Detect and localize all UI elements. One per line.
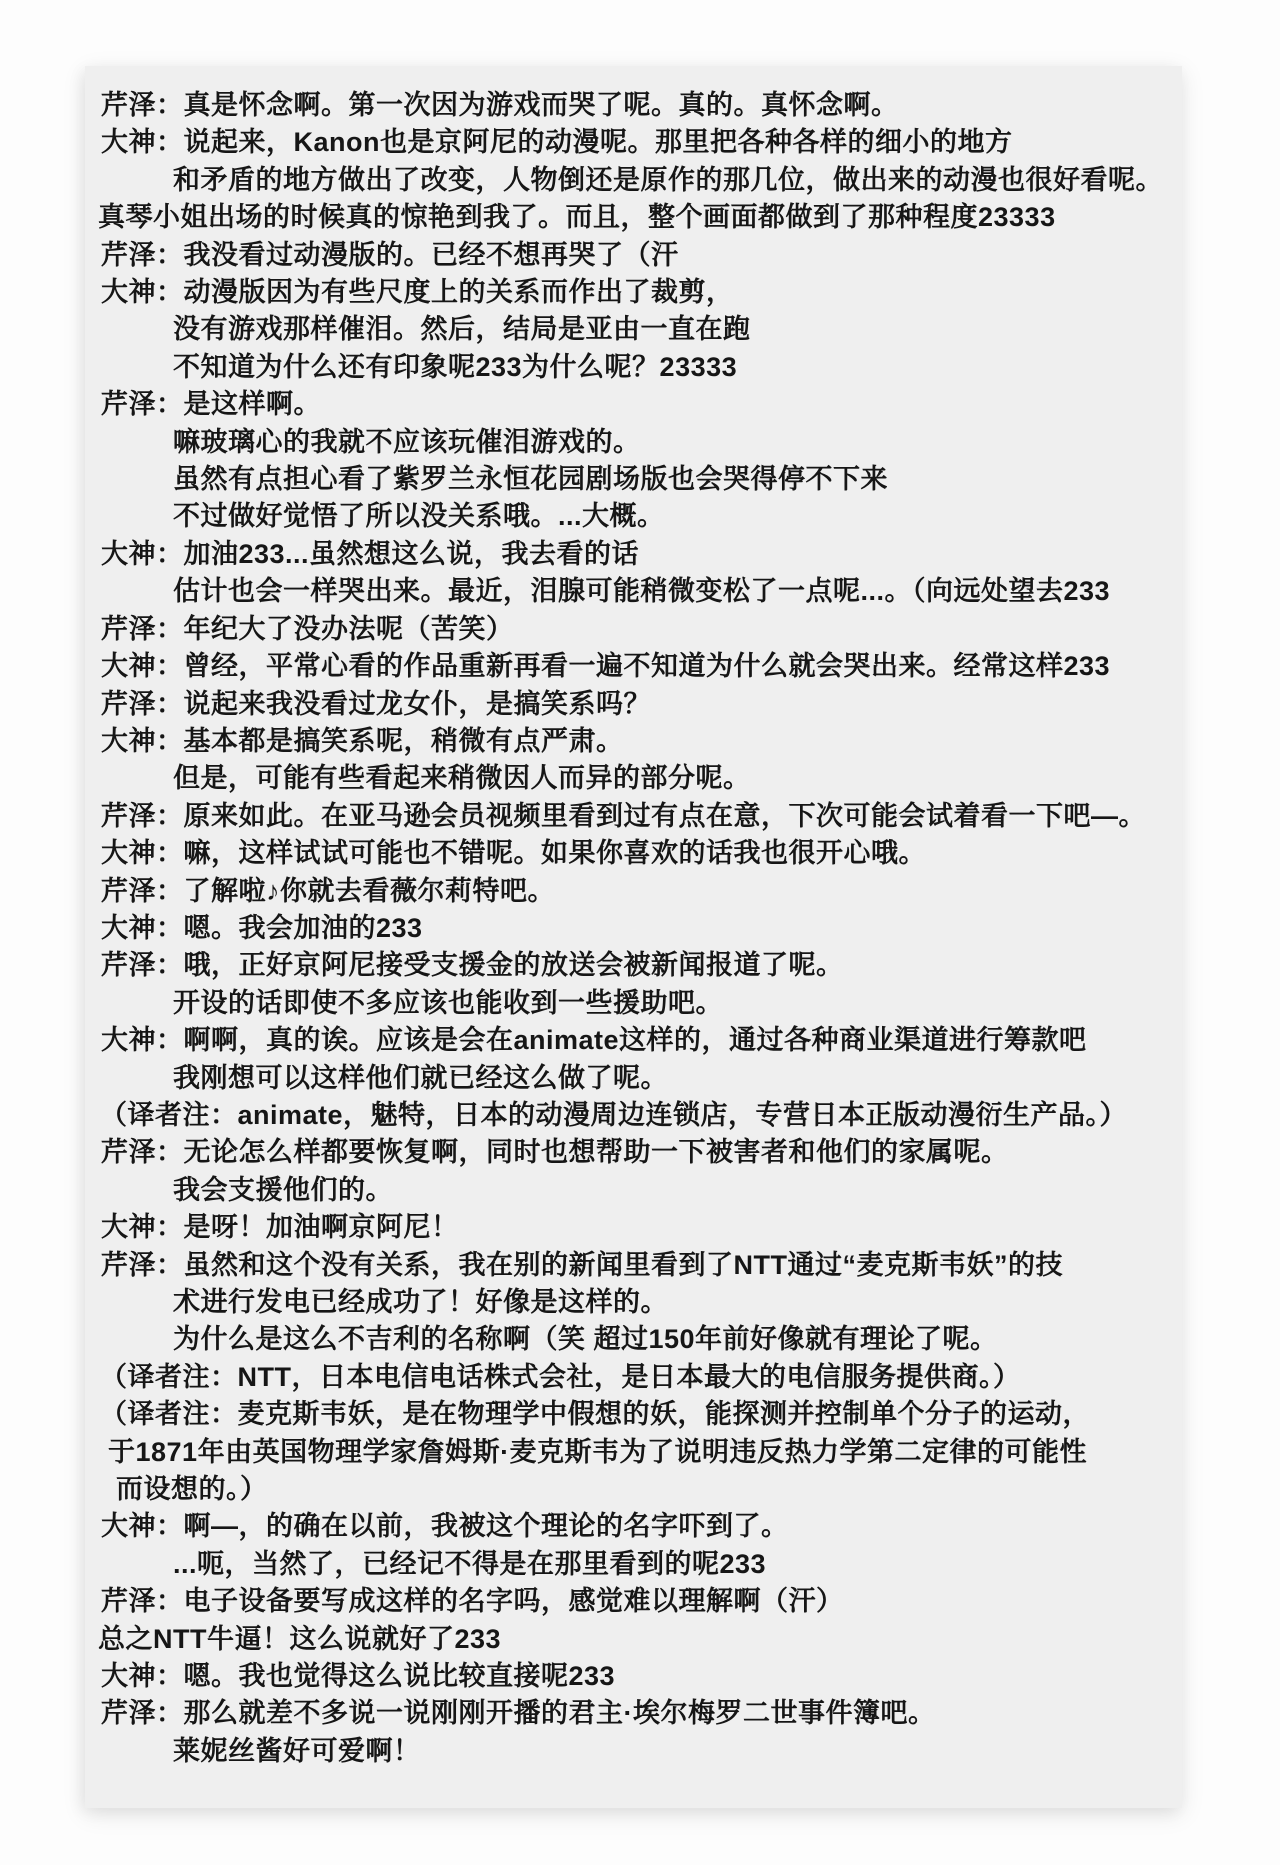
dialogue-line: 芹泽：我没看过动漫版的。已经不想再哭了（汗 xyxy=(101,239,679,270)
dialogue-line: 大神：动漫版因为有些尺度上的关系而作出了裁剪， xyxy=(101,277,734,308)
dialogue-line: 和矛盾的地方做出了改变，人物倒还是原作的那几位，做出来的动漫也很好看呢。 xyxy=(173,164,1163,195)
dialogue-line: 总之NTT牛逼！这么说就好了233 xyxy=(98,1623,502,1654)
dialogue-line: 开设的话即使不多应该也能收到一些援助吧。 xyxy=(173,987,723,1018)
dialogue-line: 大神：曾经，平常心看的作品重新再看一遍不知道为什么就会哭出来。经常这样233 xyxy=(101,651,1111,682)
dialogue-line: 大神：嘛，这样试试可能也不错呢。如果你喜欢的话我也很开心哦。 xyxy=(101,838,926,869)
dialogue-line: 估计也会一样哭出来。最近，泪腺可能稍微变松了一点呢...。（向远处望去233 xyxy=(173,576,1111,607)
dialogue-line: （译者注：NTT，日本电信电话株式会社，是日本最大的电信服务提供商。） xyxy=(100,1361,1021,1392)
dialogue-line: 芹泽：了解啦♪你就去看薇尔莉特吧。 xyxy=(101,875,555,906)
dialogue-line: 莱妮丝酱好可爱啊！ xyxy=(173,1735,421,1766)
dialogue-line: 芹泽：是这样啊。 xyxy=(101,389,321,420)
dialogue-line: 芹泽：电子设备要写成这样的名字吗，感觉难以理解啊（汗） xyxy=(101,1586,844,1617)
dialogue-line: 于1871年由英国物理学家詹姆斯·麦克斯韦为了说明违反热力学第二定律的可能性 xyxy=(108,1436,1088,1467)
dialogue-line: 大神：是呀！加油啊京阿尼！ xyxy=(101,1212,459,1243)
dialogue-line: 芹泽：无论怎么样都要恢复啊，同时也想帮助一下被害者和他们的家属呢。 xyxy=(101,1137,1009,1168)
dialogue-line: （译者注：animate，魅特，日本的动漫周边连锁店，专营日本正版动漫衍生产品。） xyxy=(100,1099,1128,1130)
dialogue-line: 芹泽：说起来我没看过龙女仆，是搞笑系吗？ xyxy=(101,688,651,719)
dialogue-line: 为什么是这么不吉利的名称啊（笑 超过150年前好像就有理论了呢。 xyxy=(173,1324,998,1355)
dialogue-line: 嘛玻璃心的我就不应该玩催泪游戏的。 xyxy=(173,426,641,457)
dialogue-line: 大神：基本都是搞笑系呢，稍微有点严肃。 xyxy=(101,725,624,756)
dialogue-line: 大神：说起来，Kanon也是京阿尼的动漫呢。那里把各种各样的细小的地方 xyxy=(101,127,1013,158)
dialogue-line: 不知道为什么还有印象呢233为什么呢？23333 xyxy=(173,351,738,382)
dialogue-line: 没有游戏那样催泪。然后，结局是亚由一直在跑 xyxy=(173,314,751,345)
dialogue-line: 芹泽：那么就差不多说一说刚刚开播的君主·埃尔梅罗二世事件簿吧。 xyxy=(101,1698,936,1729)
dialogue-line: 芹泽：年纪大了没办法呢（苦笑） xyxy=(101,613,514,644)
dialogue-line: 虽然有点担心看了紫罗兰永恒花园剧场版也会哭得停不下来 xyxy=(173,464,888,495)
dialogue-line: 芹泽：虽然和这个没有关系，我在别的新闻里看到了NTT通过“麦克斯韦妖”的技 xyxy=(101,1249,1063,1280)
dialogue-line: 我刚想可以这样他们就已经这么做了呢。 xyxy=(173,1062,668,1093)
dialogue-line: ...呃，当然了，已经记不得是在那里看到的呢233 xyxy=(173,1548,767,1579)
dialogue-line: 大神：加油233...虽然想这么说，我去看的话 xyxy=(101,538,640,569)
dialogue-line: 术进行发电已经成功了！好像是这样的。 xyxy=(173,1287,668,1317)
dialogue-line: 芹泽：真是怀念啊。第一次因为游戏而哭了呢。真的。真怀念啊。 xyxy=(101,90,899,120)
dialogue-line: 芹泽：哦，正好京阿尼接受支援金的放送会被新闻报道了呢。 xyxy=(101,950,844,981)
dialogue-line: （译者注：麦克斯韦妖，是在物理学中假想的妖，能探测并控制单个分子的运动， xyxy=(100,1399,1090,1430)
dialogue-line: 大神：啊—，的确在以前，我被这个理论的名字吓到了。 xyxy=(101,1511,789,1542)
dialogue-line: 大神：嗯。我会加油的233 xyxy=(101,912,423,943)
dialogue-card xyxy=(85,66,1182,1808)
dialogue-line: 真琴小姐出场的时候真的惊艳到我了。而且，整个画面都做到了那种程度23333 xyxy=(98,202,1056,233)
dialogue-line: 芹泽：原来如此。在亚马逊会员视频里看到过有点在意，下次可能会试着看一下吧—。 xyxy=(101,800,1146,831)
dialogue-line: 而设想的。） xyxy=(116,1474,268,1505)
dialogue-line: 大神：嗯。我也觉得这么说比较直接呢233 xyxy=(101,1661,616,1692)
dialogue-line: 但是，可能有些看起来稍微因人而异的部分呢。 xyxy=(173,763,751,794)
dialogue-line: 不过做好觉悟了所以没关系哦。...大概。 xyxy=(173,501,665,532)
dialogue-line: 大神：啊啊，真的诶。应该是会在animate这样的，通过各种商业渠道进行筹款吧 xyxy=(101,1025,1087,1056)
dialogue-line: 我会支援他们的。 xyxy=(173,1174,393,1205)
